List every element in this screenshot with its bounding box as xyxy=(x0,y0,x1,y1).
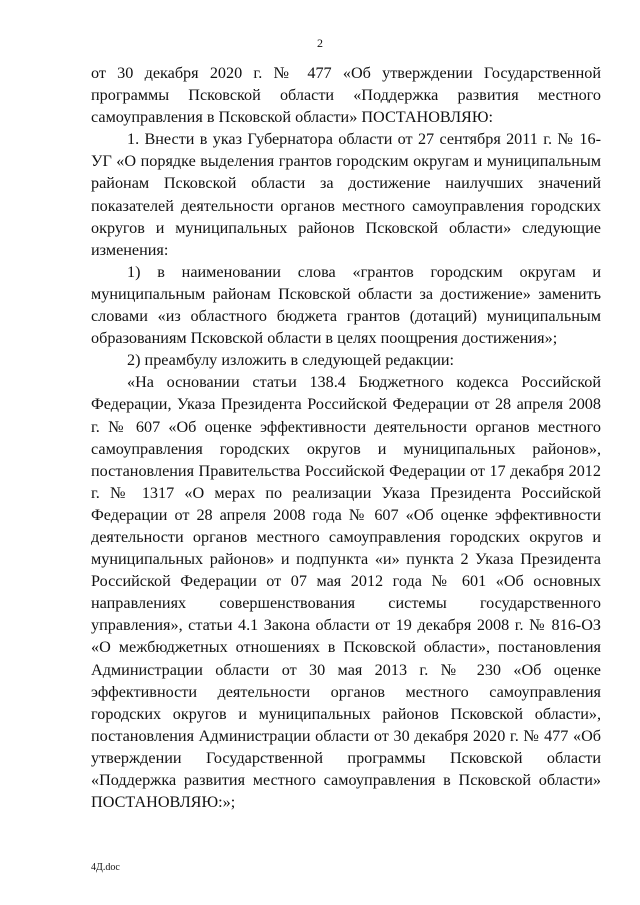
document-body xyxy=(91,62,601,813)
paragraph-subitem-1: 1) в наименовании слова «грантов городским округам и муниципальным районам Псковской области за достижение» заменить словами «из областного бюджета грантов (дотаций) муниципальным образованиям Псковской области в целях поощрения достижения»; xyxy=(91,262,601,348)
page-number: 2 xyxy=(317,36,323,50)
paragraph-preamble-quote: «На основании статьи 138.4 Бюджетного кодекса Российской Федерации, Указа Президента Российской Федерации от 28 апреля 2008 г. № 607 «Об оценке эффективности деятельности органов местного самоуправления городских округов и муниципальных районов», постановления Правительства Российской Федерации от 17 декабря 2012 г. № 1317 «О мерах по реализации Указа Президента Российской Федерации от 28 апреля 2008 года № 607 «Об оценке эффективности деятельности органов местного самоуправления городских округов и муниципальных районов» и подпункта «и» пункта 2 Указа Президента Российской Федерации от 07 мая 2012 года № 601 «Об основных направлениях совершенствования системы государственного управления», статьи 4.1 Закона области от 19 декабря 2008 г. № 816-ОЗ «О межбюджетных отношениях в Псковской области», постановления Администрации области от 30 мая 2013 г. № 230 «Об оценке эффективности деятельности органов местного самоуправления городских округов и муниципальных районов Псковской области», постановления Администрации области от 30 декабря 2020 г. № 477 «Об утверждении Государственной программы Псковской области «Поддержка развития местного самоуправления в Псковской области» ПОСТАНОВЛЯЮ:»; xyxy=(91,373,601,812)
paragraph-subitem-2: 2) преамбулу изложить в следующей редакции: xyxy=(127,351,455,370)
paragraph-continuation: от 30 декабря 2020 г. № 477 «Об утверждении Государственной программы Псковской области «Поддержка развития местного самоуправления в Псковской области» ПОСТАНОВЛЯЮ: xyxy=(91,64,601,127)
paragraph-item-1: 1. Внести в указ Губернатора области от 27 сентября 2011 г. № 16-УГ «О порядке выделения грантов городским округам и муниципальным районам Псковской области за достижение наилучших значений показателей деятельности органов местного самоуправления городских округов и муниципальных районов Псковской области» следующие изменения: xyxy=(91,130,601,259)
file-name-footer: 4Д.doc xyxy=(91,862,120,873)
